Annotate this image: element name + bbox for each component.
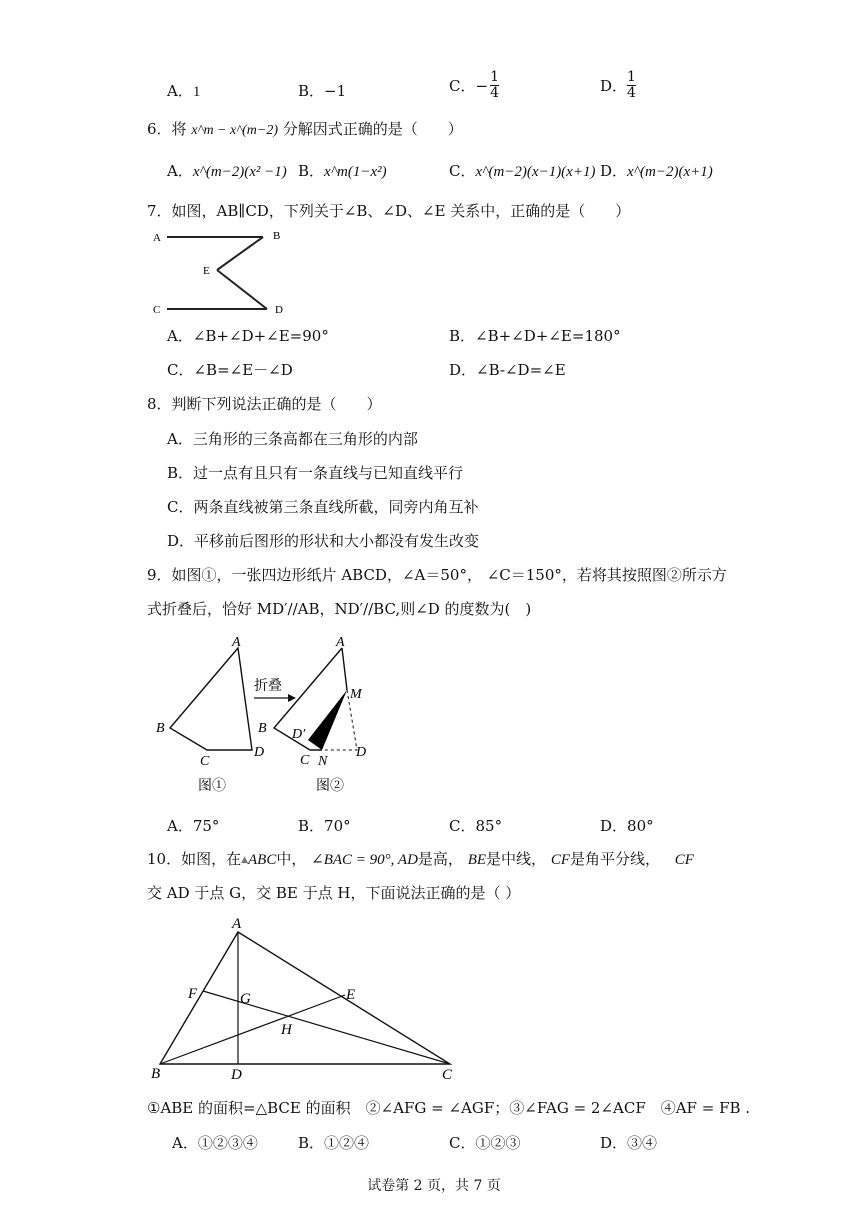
option-letter: A． xyxy=(167,82,193,100)
q8-option-d xyxy=(167,530,479,551)
option-text: −1 xyxy=(324,82,347,100)
triangle-abc xyxy=(160,932,450,1064)
q5-option-d xyxy=(600,70,636,101)
q8-option-b xyxy=(167,462,463,483)
option-text: 75° xyxy=(192,817,220,835)
option-letter: A． xyxy=(167,327,193,345)
q5-option-c xyxy=(449,70,499,101)
fold-arrowhead xyxy=(288,694,296,702)
text-part: 是高， xyxy=(417,850,463,868)
option-letter: A． xyxy=(167,430,193,448)
option-text: x^(m−2)(x² −1) xyxy=(192,164,287,180)
option-text: 三角形的三条高都在三角形的内部 xyxy=(192,430,418,448)
label-b: B xyxy=(151,1066,161,1082)
option-letter: C． xyxy=(449,162,476,180)
page-footer: 试卷第 2 页，共 7 页 xyxy=(367,1178,501,1194)
option-text: ③④ xyxy=(627,1134,658,1152)
fig1-label-c: C xyxy=(200,754,210,769)
q6-suffix: 分解因式正确的是（ ） xyxy=(282,120,463,138)
q6-stem xyxy=(147,118,463,139)
q8-option-a xyxy=(167,428,418,449)
option-letter: D． xyxy=(449,361,477,379)
q9-option-b xyxy=(298,815,351,836)
option-letter: D． xyxy=(600,77,628,95)
fig1-label-d: D xyxy=(254,745,265,760)
option-letter: B． xyxy=(298,162,325,180)
option-letter: C． xyxy=(449,1134,476,1152)
q9-option-c xyxy=(449,815,502,836)
fold-label: 折叠 xyxy=(254,679,282,694)
text-part: 中， xyxy=(276,850,307,868)
option-text: x^(m−2)(x−1)(x+1) xyxy=(475,164,596,180)
option-letter: D． xyxy=(600,817,628,835)
option-letter: C． xyxy=(449,77,476,95)
fig2-label-m: M xyxy=(350,687,362,702)
fig1-quadrilateral xyxy=(170,648,252,750)
q9-option-d xyxy=(600,815,654,836)
option-letter: D． xyxy=(167,532,195,550)
fig2-folded-triangle xyxy=(308,690,347,750)
option-text: 80° xyxy=(627,817,654,835)
q9-stem-line2: 式折叠后，恰好 MD′//AB，ND′//BC,则∠D 的度数为( ) xyxy=(147,600,532,618)
q10-option-c xyxy=(449,1132,521,1153)
fig2-caption: 图② xyxy=(316,779,344,794)
label-c: C xyxy=(442,1067,453,1083)
q7-option-b xyxy=(449,325,621,346)
fraction xyxy=(490,70,499,101)
q6-prefix: 6．将 xyxy=(147,120,187,138)
option-letter: C． xyxy=(167,498,194,516)
q7-option-d xyxy=(449,359,566,380)
option-text: x^(m−2)(x+1) xyxy=(627,164,713,180)
label-c: C xyxy=(153,304,161,316)
fig1-label-a: A xyxy=(232,635,241,650)
option-letter: B． xyxy=(167,464,194,482)
label-a: A xyxy=(153,232,161,244)
q8-option-c xyxy=(167,496,479,517)
option-letter: D． xyxy=(600,1134,628,1152)
line-ed xyxy=(217,270,267,309)
math-part: ∠BAC = 90°, AD xyxy=(311,852,418,868)
fig2-label-n: N xyxy=(318,754,328,769)
denominator: 4 xyxy=(490,85,499,101)
numerator: 1 xyxy=(627,69,636,85)
label-d: D xyxy=(231,1067,242,1083)
option-text: ①②③④ xyxy=(197,1134,258,1152)
option-letter: B． xyxy=(298,817,325,835)
math-part: ABC xyxy=(248,852,277,868)
q5-option-a xyxy=(167,80,200,101)
option-text: 过一点有且只有一条直线与已知直线平行 xyxy=(193,464,464,482)
q10-option-d xyxy=(600,1132,657,1153)
q10-option-b xyxy=(298,1132,369,1153)
q10-option-a xyxy=(172,1132,258,1153)
option-letter: B． xyxy=(298,1134,325,1152)
option-text: 70° xyxy=(324,817,351,835)
label-a: A xyxy=(232,916,242,932)
q9-stem-line1: 9．如图①，一张四边形纸片 ABCD，∠A＝50°， ∠C＝150°，若将其按照图②所示方 xyxy=(147,566,727,584)
q10-statements: ①ABE 的面积=△BCE 的面积 ②∠AFG = ∠AGF；③∠FAG = 2∠ACF ④AF = FB . xyxy=(147,1099,751,1117)
option-text: ∠B=∠E－∠D xyxy=(193,361,293,379)
q6-option-c xyxy=(449,160,595,181)
option-text: ①②④ xyxy=(324,1134,370,1152)
fig2-am xyxy=(342,648,347,690)
q10-stem-line2: 交 AD 于点 G，交 BE 于点 H，下面说法正确的是（ ） xyxy=(147,884,521,902)
label-g: G xyxy=(240,991,251,1007)
text-part: 10．如图，在 xyxy=(147,850,242,868)
fig2-label-d: D xyxy=(356,745,367,760)
fig2-outline xyxy=(274,648,342,750)
label-d: D xyxy=(275,304,283,316)
option-letter: C． xyxy=(167,361,194,379)
fig1-label-b: B xyxy=(156,721,165,736)
option-text: ∠B+∠D+∠E=90° xyxy=(192,327,329,345)
option-letter: A． xyxy=(167,162,193,180)
q7-figure xyxy=(145,225,305,320)
label-e: E xyxy=(346,987,356,1003)
option-text: 1 xyxy=(192,84,201,100)
text-part: 是中线， xyxy=(486,850,547,868)
option-text: ∠B-∠D=∠E xyxy=(476,361,566,379)
line-be xyxy=(217,237,263,270)
fig2-label-c: C xyxy=(300,753,310,768)
fig2-label-dprime: D′ xyxy=(292,727,306,742)
q10-stem-line1 xyxy=(147,848,694,869)
option-text: 平移前后图形的形状和大小都没有发生改变 xyxy=(194,532,480,550)
q10-figure xyxy=(148,912,468,1084)
triangle-icon: ▲ xyxy=(241,855,249,865)
fig1-caption: 图① xyxy=(198,779,226,794)
math-part: BE xyxy=(467,852,487,868)
minus-sign: − xyxy=(475,76,489,95)
option-text: ①②③ xyxy=(475,1134,521,1152)
option-text: 85° xyxy=(475,817,503,835)
q6-option-d xyxy=(600,160,713,181)
q8-stem: 8．判断下列说法正确的是（ ） xyxy=(147,395,382,413)
label-h: H xyxy=(281,1022,292,1038)
option-letter: A． xyxy=(172,1134,198,1152)
fig2-label-a: A xyxy=(336,635,345,650)
fraction xyxy=(627,70,636,101)
fig2-label-b: B xyxy=(258,721,267,736)
numerator: 1 xyxy=(490,69,499,85)
label-f: F xyxy=(188,986,198,1002)
q7-option-a xyxy=(167,325,329,346)
option-letter: D． xyxy=(600,162,628,180)
denominator: 4 xyxy=(627,85,636,101)
text-part: 是角平分线， xyxy=(570,850,661,868)
math-part: CF xyxy=(550,852,570,868)
q6-option-b xyxy=(298,160,387,181)
option-letter: C． xyxy=(449,817,476,835)
option-letter: A． xyxy=(167,817,193,835)
q9-option-a xyxy=(167,815,219,836)
q7-option-c xyxy=(167,359,293,380)
q5-option-b xyxy=(298,80,346,101)
option-letter: B． xyxy=(298,82,325,100)
option-letter: B． xyxy=(449,327,476,345)
option-text: x^m(1−x²) xyxy=(324,164,387,180)
label-e: E xyxy=(203,265,210,277)
q6-expression: x^m − x^(m−2) xyxy=(191,123,279,138)
option-text: 两条直线被第三条直线所截，同旁内角互补 xyxy=(193,498,479,516)
q7-stem: 7．如图，AB∥CD，下列关于∠B、∠D、∠E 关系中，正确的是（ ） xyxy=(147,202,631,220)
option-text: ∠B+∠D+∠E=180° xyxy=(475,327,621,345)
q9-figures xyxy=(150,628,390,798)
q6-option-a xyxy=(167,160,287,181)
label-b: B xyxy=(273,230,281,242)
math-part: CF xyxy=(674,852,694,868)
